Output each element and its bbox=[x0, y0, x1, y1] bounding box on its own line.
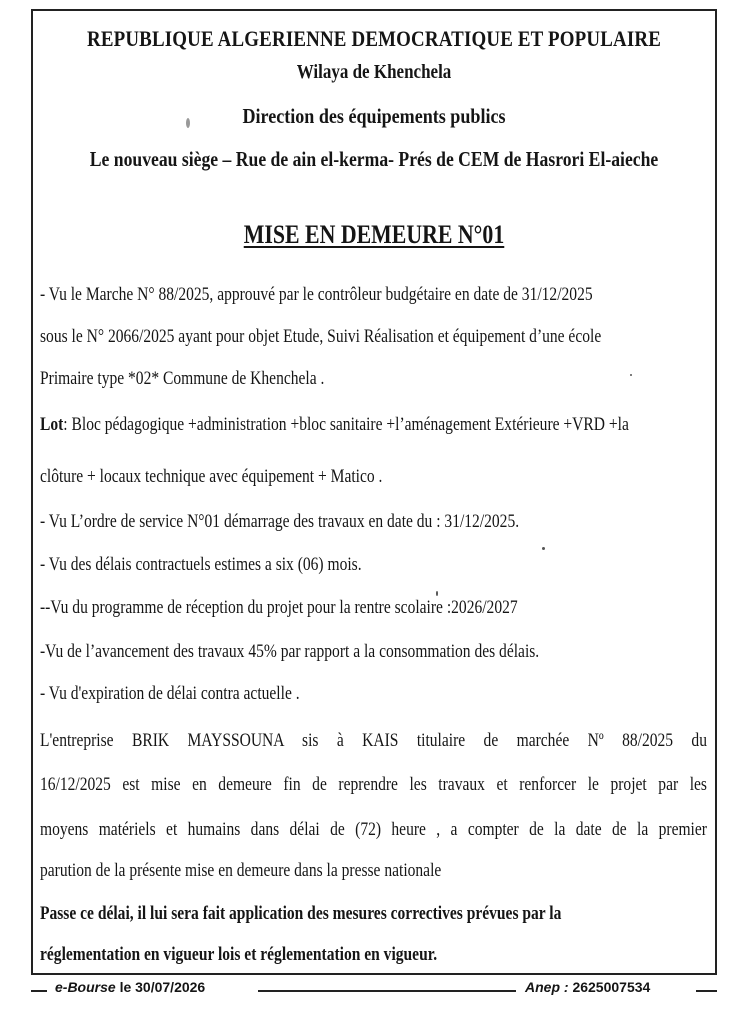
notice-title bbox=[86, 220, 662, 250]
vu-delais: - Vu des délais contractuels estimes a six (06) mois. bbox=[40, 555, 362, 575]
final-warning-line-1: Passe ce délai, il lui sera fait application des mesures correctives prévues par la bbox=[40, 904, 562, 924]
final-warning-line-2: réglementation en vigueur lois et réglementation en vigueur. bbox=[40, 945, 438, 965]
notice-title-text: MISE EN DEMEURE N°01 bbox=[243, 220, 505, 249]
lot-line-1 bbox=[40, 415, 629, 436]
address-heading: Le nouveau siège – Rue de ain el-kerma- Prés de CEM de Hasrori El-aieche bbox=[89, 147, 659, 171]
footer-rule-left bbox=[31, 990, 47, 992]
vu-ordre-service: - Vu L’ordre de service N°01 démarrage des travaux en date du : 31/12/2025. bbox=[40, 512, 520, 532]
footer-source bbox=[55, 979, 205, 995]
footer-rule-right bbox=[696, 990, 717, 992]
mise-en-demeure-line-1: L'entreprise BRIK MAYSSOUNA sis à KAIS titulaire de marchée Nº 88/2025 du bbox=[40, 731, 707, 751]
marche-line-3: Primaire type *02* Commune de Khenchela . bbox=[40, 369, 325, 389]
scan-speck bbox=[436, 591, 438, 596]
footer-anep-label: Anep : bbox=[525, 979, 573, 995]
marche-line-2: sous le N° 2066/2025 ayant pour objet Etude, Suivi Réalisation et équipement d’une école bbox=[40, 327, 602, 347]
vu-programme: --Vu du programme de réception du projet pour la rentre scolaire :2026/2027 bbox=[40, 598, 518, 618]
direction-heading: Direction des équipements publics bbox=[242, 104, 506, 128]
footer-anep-number: 2625007534 bbox=[572, 979, 651, 995]
wilaya-heading: Wilaya de Khenchela bbox=[296, 61, 452, 83]
vu-avancement: -Vu de l’avancement des travaux 45% par rapport a la consommation des délais. bbox=[40, 642, 540, 662]
marche-line-1: - Vu le Marche N° 88/2025, approuvé par le contrôleur budgétaire en date de 31/12/2025 bbox=[40, 285, 593, 305]
lot-label: Lot bbox=[40, 415, 64, 435]
mise-en-demeure-line-3: moyens matériels et humains dans délai de (72) heure , a compter de la date de la premier bbox=[40, 820, 707, 840]
footer-date: le 30/07/2026 bbox=[119, 979, 206, 995]
republic-heading: REPUBLIQUE ALGERIENNE DEMOCRATIQUE ET POPULAIRE bbox=[86, 26, 662, 51]
mise-en-demeure-line-2: 16/12/2025 est mise en demeure fin de reprendre les travaux et renforcer le projet par les bbox=[40, 775, 707, 795]
footer-anep bbox=[525, 979, 650, 995]
footer-rule-middle bbox=[258, 990, 516, 992]
vu-expiration: - Vu d'expiration de délai contra actuelle . bbox=[40, 684, 300, 704]
lot-text: : Bloc pédagogique +administration +bloc sanitaire +l’aménagement Extérieure +VRD +la bbox=[63, 415, 629, 435]
mise-en-demeure-line-4: parution de la présente mise en demeure dans la presse nationale bbox=[40, 861, 442, 881]
scan-speck bbox=[186, 118, 190, 128]
lot-line-2: clôture + locaux technique avec équipement + Matico . bbox=[40, 467, 383, 487]
footer-source-name: e-Bourse bbox=[55, 979, 116, 995]
scan-speck bbox=[630, 374, 632, 376]
scan-speck bbox=[542, 547, 545, 550]
